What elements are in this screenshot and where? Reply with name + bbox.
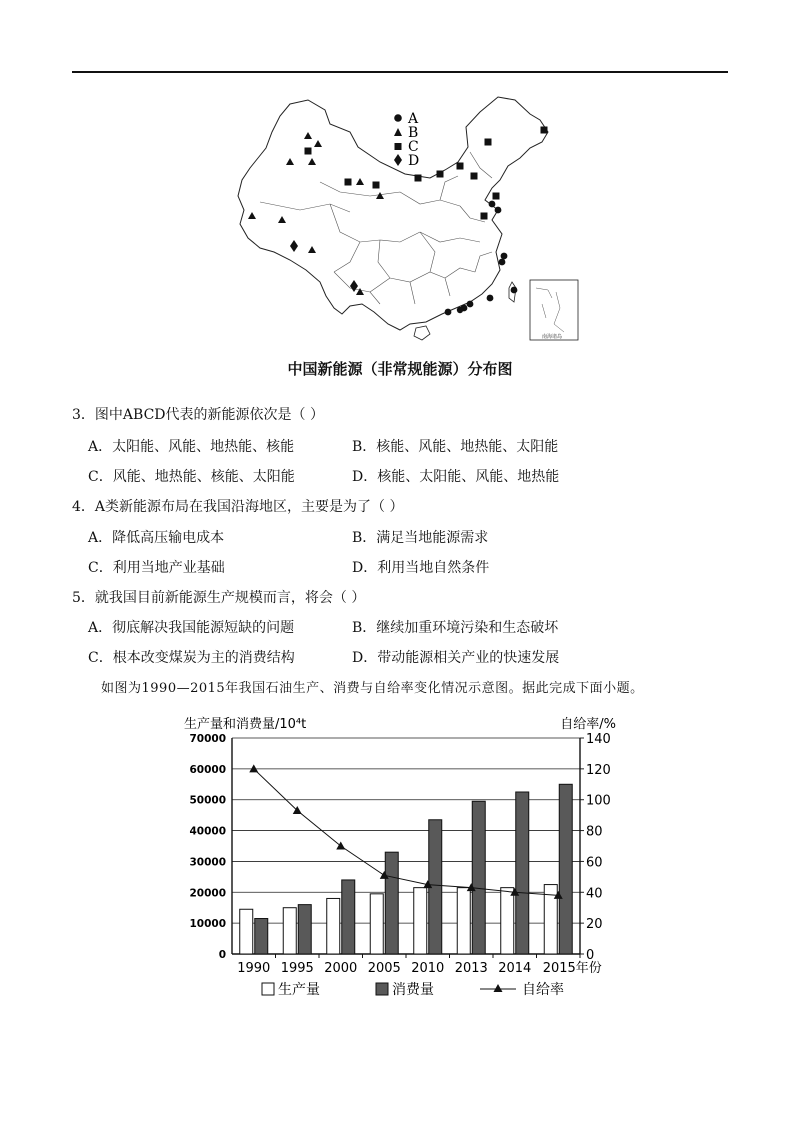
point-self-sufficiency xyxy=(336,842,345,850)
legend-diamond-icon xyxy=(394,154,402,166)
bar-production xyxy=(414,888,427,954)
bar-production xyxy=(240,909,253,954)
question-3-option-b[interactable]: B．核能、风能、地热能、太阳能 xyxy=(352,439,559,455)
markers-c xyxy=(305,127,548,220)
top-rule xyxy=(72,71,728,73)
y-right-tick-label: 60 xyxy=(586,855,603,871)
line-self-sufficiency xyxy=(254,769,559,896)
question-3-option-d[interactable]: D．核能、太阳能、风能、地热能 xyxy=(352,469,560,485)
y-left-tick-label: 50000 xyxy=(189,794,226,807)
point-self-sufficiency xyxy=(249,764,258,772)
question-3-stem: 3．图中ABCD代表的新能源依次是（ ） xyxy=(72,407,324,423)
legend-label-d: D xyxy=(408,153,420,169)
y-right-tick-label: 80 xyxy=(586,824,603,840)
china-outline xyxy=(238,97,548,330)
map-legend xyxy=(394,111,419,169)
legend-ratio-marker xyxy=(494,984,503,992)
bar-consumption xyxy=(255,919,268,954)
inset-box xyxy=(530,280,578,340)
question-3-option-a[interactable]: A．太阳能、风能、地热能、核能 xyxy=(88,439,295,455)
x-tick-label: 2013 xyxy=(454,961,488,976)
y-left-axis-label: 生产量和消费量/10⁴t xyxy=(184,717,307,732)
bar-production xyxy=(327,898,340,954)
x-tick-label: 2000 xyxy=(324,961,358,976)
legend-square-icon xyxy=(395,143,402,150)
y-left-tick-label: 0 xyxy=(218,949,226,961)
y-left-tick-label: 10000 xyxy=(189,918,226,931)
china-energy-map xyxy=(230,92,590,346)
y-right-tick-label: 20 xyxy=(586,917,603,933)
question-4-stem: 4．A类新能源布局在我国沿海地区，主要是为了（ ） xyxy=(72,499,404,515)
y-right-tick-label: 0 xyxy=(586,948,595,963)
x-tick-label: 2010 xyxy=(411,961,445,976)
bar-production xyxy=(501,888,514,954)
y-left-tick-label: 70000 xyxy=(189,733,226,745)
bar-consumption xyxy=(298,905,311,954)
bar-consumption xyxy=(472,801,485,954)
y-right-tick-label: 120 xyxy=(586,762,611,778)
question-4-option-d[interactable]: D．利用当地自然条件 xyxy=(352,560,490,576)
x-tick-label: 2015年份 xyxy=(542,961,602,976)
x-tick-label: 2005 xyxy=(367,961,401,976)
question-4-option-b[interactable]: B．满足当地能源需求 xyxy=(352,530,489,546)
inset-lines xyxy=(536,288,564,332)
question-3-option-c[interactable]: C．风能、地热能、核能、太阳能 xyxy=(88,469,295,485)
legend-consumption-label: 消费量 xyxy=(392,982,434,998)
y-right-tick-label: 100 xyxy=(586,793,611,809)
y-left-tick-label: 40000 xyxy=(189,825,226,838)
y-right-tick-label: 140 xyxy=(586,732,611,747)
markers-b xyxy=(248,132,384,295)
chart-intro: 如图为1990—2015年我国石油生产、消费与自给率变化情况示意图。据此完成下面小题。 xyxy=(101,681,644,696)
question-5-option-a[interactable]: A．彻底解决我国能源短缺的问题 xyxy=(88,620,295,636)
bar-production xyxy=(457,888,470,954)
question-4-option-c[interactable]: C．利用当地产业基础 xyxy=(88,560,225,576)
legend-production-label: 生产量 xyxy=(278,982,320,998)
question-5-option-d[interactable]: D．带动能源相关产业的快速发展 xyxy=(352,650,560,666)
legend-ratio-label: 自给率 xyxy=(522,982,564,998)
y-right-axis-label: 自给率/% xyxy=(560,717,616,732)
bar-consumption xyxy=(559,784,572,954)
bar-consumption xyxy=(385,852,398,954)
question-4-option-a[interactable]: A．降低高压输电成本 xyxy=(88,530,225,546)
bar-production xyxy=(370,894,383,954)
bar-production xyxy=(283,908,296,954)
question-5-option-c[interactable]: C．根本改变煤炭为主的消费结构 xyxy=(88,650,295,666)
map-title: 中国新能源（非常规能源）分布图 xyxy=(287,360,513,378)
inset-label: 南海诸岛 xyxy=(542,334,563,340)
y-left-tick-label: 60000 xyxy=(189,763,226,776)
hainan-island xyxy=(414,326,430,340)
bar-consumption xyxy=(516,792,529,954)
x-tick-label: 1995 xyxy=(280,961,314,976)
x-tick-label: 2014 xyxy=(498,961,532,976)
y-left-tick-label: 30000 xyxy=(189,856,226,869)
question-5-option-b[interactable]: B．继续加重环境污染和生态破坏 xyxy=(352,620,559,636)
bar-consumption xyxy=(342,880,355,954)
x-tick-label: 1990 xyxy=(237,961,271,976)
question-5-stem: 5．就我国目前新能源生产规模而言，将会（ ） xyxy=(72,590,366,606)
province-lines xyxy=(260,152,492,304)
legend-label-c: C xyxy=(408,139,419,155)
legend-consumption-swatch xyxy=(376,983,388,995)
legend-circle-icon xyxy=(394,114,402,122)
legend-triangle-icon xyxy=(394,128,402,136)
legend-label-b: B xyxy=(408,125,419,141)
y-left-tick-label: 20000 xyxy=(189,887,226,900)
legend-label-a: A xyxy=(408,111,419,127)
y-right-tick-label: 40 xyxy=(586,886,603,902)
legend-production-swatch xyxy=(262,983,274,995)
oil-chart xyxy=(180,712,620,1012)
